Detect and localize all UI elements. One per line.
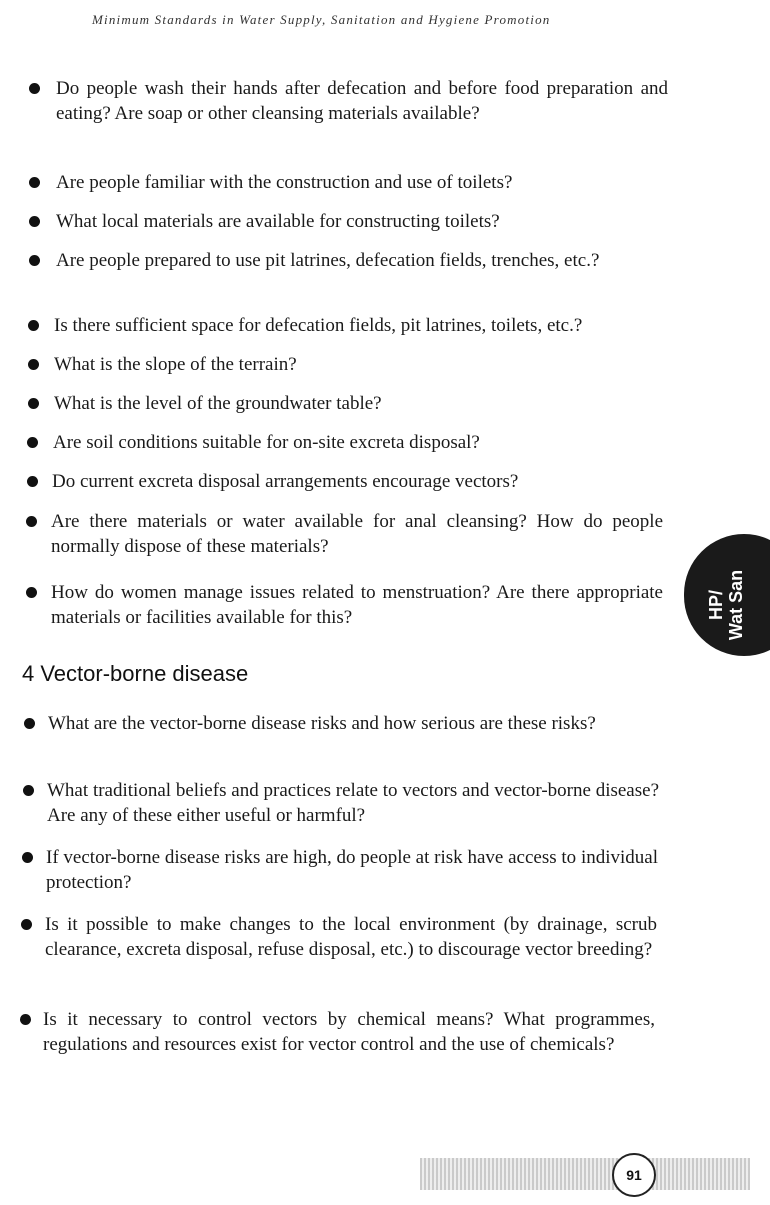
list-item: Do current excreta disposal arrangements encourage vectors? (52, 469, 666, 494)
bullet-icon (27, 476, 38, 487)
bullet-icon (21, 919, 32, 930)
list-item: What local materials are available for constructing toilets? (56, 209, 668, 234)
bullet-icon (29, 83, 40, 94)
bullet-icon (28, 359, 39, 370)
list-item: If vector-borne disease risks are high, do people at risk have access to individual protection? (46, 845, 658, 895)
bullet-icon (29, 177, 40, 188)
list-item: How do women manage issues related to menstruation? Are there appropriate materials or facilities available for this? (51, 580, 663, 630)
bullet-icon (23, 785, 34, 796)
list-item: Are soil conditions suitable for on-site excreta disposal? (53, 430, 667, 455)
list-item: Are people familiar with the construction and use of toilets? (56, 170, 668, 195)
bullet-icon (28, 398, 39, 409)
bullet-icon (24, 718, 35, 729)
section-title: 4 Vector-borne disease (22, 661, 249, 686)
bullet-icon (26, 516, 37, 527)
bullet-icon (28, 320, 39, 331)
list-item: Are people prepared to use pit latrines, defecation fields, trenches, etc.? (56, 248, 668, 273)
list-item: What is the level of the groundwater table? (54, 391, 668, 416)
bullet-icon (27, 437, 38, 448)
list-item: What are the vector-borne disease risks and how serious are these risks? (48, 711, 660, 736)
list-item: Is it possible to make changes to the local environment (by drainage, scrub clearance, excreta disposal, refuse disposal, etc.) to discourage vector breeding? (45, 912, 657, 962)
bullet-icon (29, 255, 40, 266)
list-item: Is it necessary to control vectors by chemical means? What programmes, regulations and resources exist for vector control and the use of chemicals? (43, 1007, 655, 1057)
page-number: 91 (612, 1153, 656, 1197)
list-item: What is the slope of the terrain? (54, 352, 668, 377)
bullet-icon (20, 1014, 31, 1025)
bullet-icon (26, 587, 37, 598)
bullet-icon (22, 852, 33, 863)
list-item: Is there sufficient space for defecation fields, pit latrines, toilets, etc.? (54, 313, 668, 338)
list-item: What traditional beliefs and practices relate to vectors and vector-borne disease? Are any of these either useful or harmful? (47, 778, 659, 828)
running-header: Minimum Standards in Water Supply, Sanitation and Hygiene Promotion (92, 12, 551, 27)
list-item: Do people wash their hands after defecation and before food preparation and eating? Are soap or other cleansing materials available? (56, 76, 668, 126)
list-item: Are there materials or water available for anal cleansing? How do people normally dispose of these materials? (51, 509, 663, 559)
section-thumb-tab-label: HP/ Wat San (706, 569, 746, 641)
bullet-icon (29, 216, 40, 227)
footer-decoration (420, 1158, 750, 1190)
